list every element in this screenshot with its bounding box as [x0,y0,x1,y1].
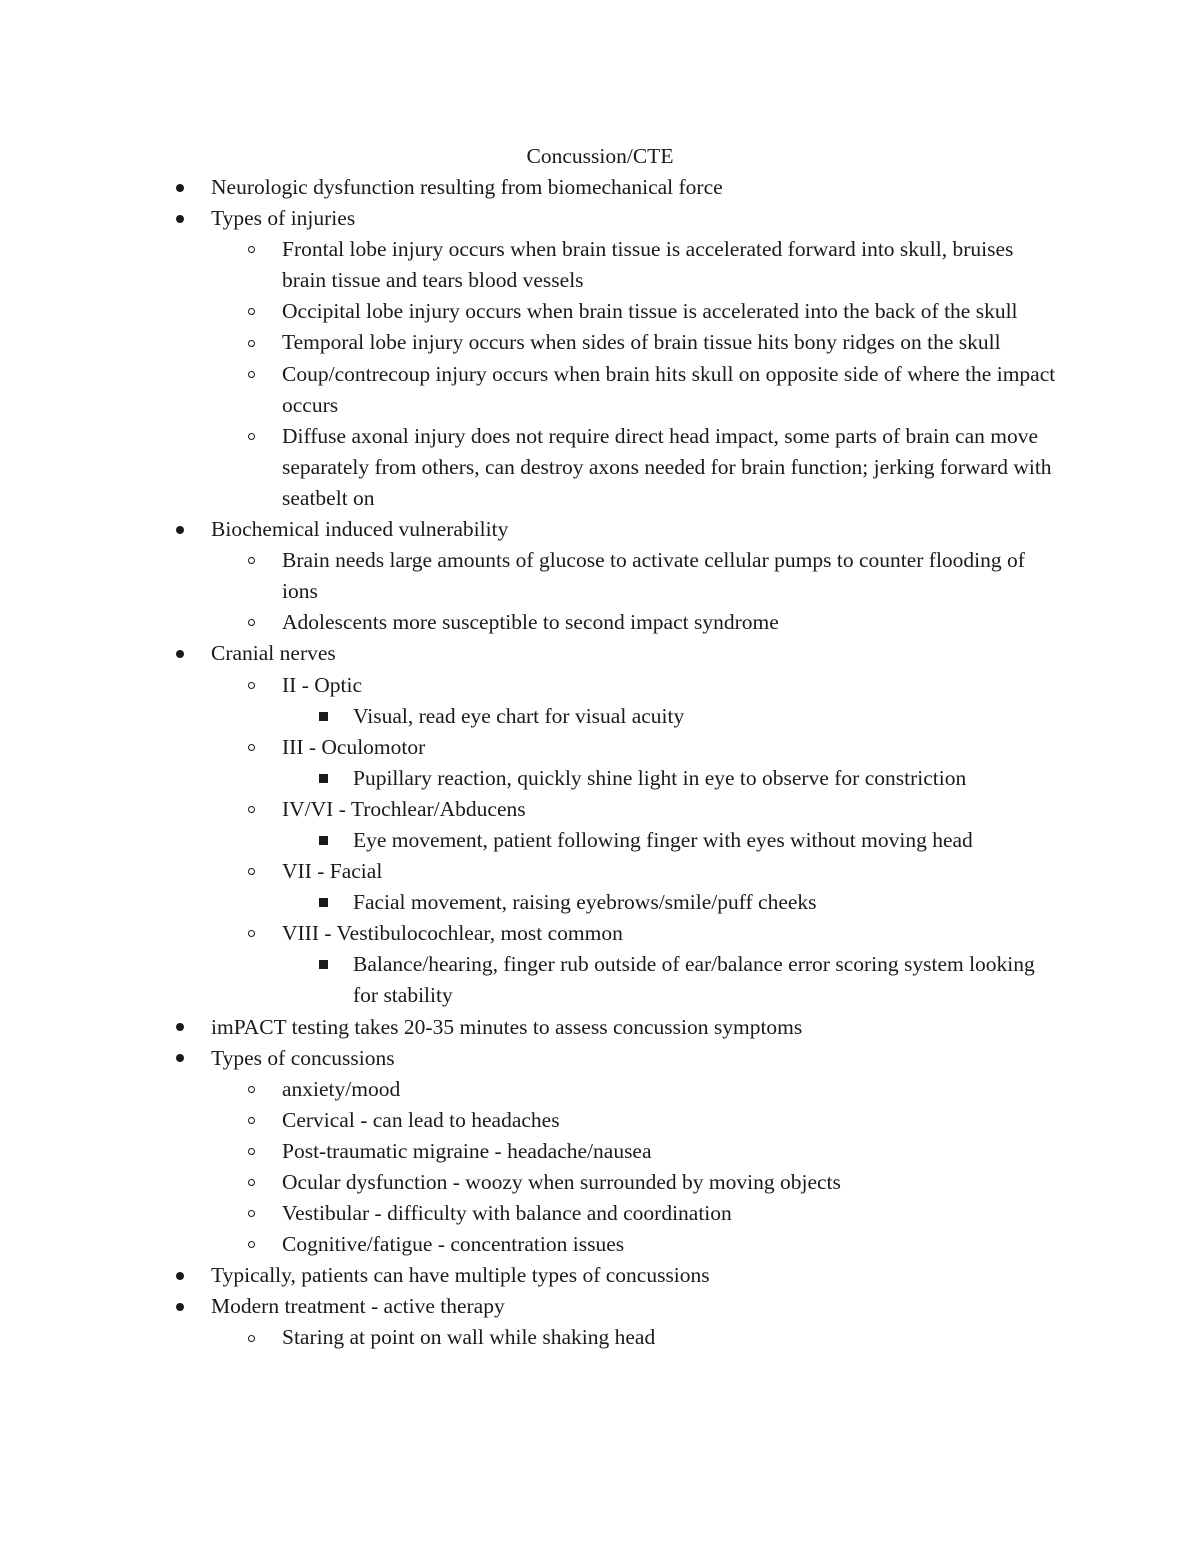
bullet-marker [176,1291,184,1322]
square-bullet-icon [319,712,328,721]
list-item-text: VIII - Vestibulocochlear, most common [282,921,623,946]
filled-circle-bullet-icon [176,215,184,223]
list-item-text: Types of injuries [211,206,356,231]
list-item-level-2 [0,856,1062,887]
list-item-text: VII - Facial [282,859,383,884]
bullet-marker [248,1074,255,1105]
filled-circle-bullet-icon [176,1303,184,1311]
square-bullet-icon [319,836,328,845]
list-item-text: IV/VI - Trochlear/Abducens [282,796,526,821]
list-item-text: Coup/contrecoup injury occurs when brain hits skull on opposite side of where the impact occurs [282,361,1056,417]
hollow-circle-bullet-icon [248,1086,255,1093]
list-item-text: Facial movement, raising eyebrows/smile/puff cheeks [353,890,817,915]
list-item-text: Cognitive/fatigue - concentration issues [282,1232,625,1257]
bullet-marker [248,918,255,949]
square-bullet-icon [319,960,328,969]
list-item-level-3 [0,825,1053,856]
list-item-level-3 [0,763,1053,794]
hollow-circle-bullet-icon [248,619,255,626]
list-item-text: Visual, read eye chart for visual acuity [353,703,685,728]
filled-circle-bullet-icon [176,1054,184,1062]
list-item-level-2 [0,1322,1062,1353]
list-item-text: Cranial nerves [211,641,336,666]
bullet-marker [176,514,184,545]
bullet-marker [319,949,328,980]
list-item-text: Occipital lobe injury occurs when brain tissue is accelerated into the back of the skull [282,299,1018,324]
list-item-level-2 [0,732,1062,763]
hollow-circle-bullet-icon [248,868,255,875]
list-item-level-2 [0,545,1062,607]
filled-circle-bullet-icon [176,1023,184,1031]
bullet-marker [176,1012,184,1043]
list-item-level-1 [0,1260,1071,1291]
list-item-text: Balance/hearing, finger rub outside of ear/balance error scoring system looking for stability [353,952,1035,1008]
hollow-circle-bullet-icon [248,744,255,751]
list-item-text: Frontal lobe injury occurs when brain tissue is accelerated forward into skull, bruises brain tissue and tears blood vessels [282,237,1014,293]
list-item-text: Types of concussions [211,1045,395,1070]
list-item-text: Diffuse axonal injury does not require direct head impact, some parts of brain can move separately from others, can destroy axons needed for brain function; jerking forward with seatbelt on [282,423,1052,510]
bullet-marker [248,327,255,358]
list-item-text: Adolescents more susceptible to second impact syndrome [282,610,779,635]
list-item-level-2 [0,1229,1062,1260]
list-item-level-2 [0,918,1062,949]
list-item-level-2 [0,234,1062,296]
square-bullet-icon [319,898,328,907]
list-item-level-2 [0,359,1062,421]
list-item-text: Vestibular - difficulty with balance and coordination [282,1201,732,1226]
list-item-level-1 [0,638,1071,669]
list-item-level-2 [0,670,1062,701]
bullet-marker [248,607,255,638]
hollow-circle-bullet-icon [248,1148,255,1155]
bullet-marker [319,701,328,732]
list-item-text: Modern treatment - active therapy [211,1294,505,1319]
list-item-level-2 [0,1167,1062,1198]
list-item-level-1 [0,172,1071,203]
bullet-marker [176,172,184,203]
list-item-text: Staring at point on wall while shaking head [282,1325,656,1350]
hollow-circle-bullet-icon [248,806,255,813]
list-item-text: Brain needs large amounts of glucose to activate cellular pumps to counter flooding of ions [282,548,1025,604]
hollow-circle-bullet-icon [248,682,255,689]
list-item-level-1 [0,203,1071,234]
list-item-level-1 [0,1012,1071,1043]
list-item-level-2 [0,607,1062,638]
outline-list [0,172,1200,1354]
list-item-text: anxiety/mood [282,1076,401,1101]
list-item-text: Post-traumatic migraine - headache/nausea [282,1138,652,1163]
list-item-text: Pupillary reaction, quickly shine light in eye to observe for constriction [353,765,967,790]
bullet-marker [176,1043,184,1074]
bullet-marker [248,1105,255,1136]
hollow-circle-bullet-icon [248,557,255,564]
hollow-circle-bullet-icon [248,246,255,253]
list-item-level-1 [0,514,1071,545]
square-bullet-icon [319,774,328,783]
list-item-level-2 [0,1136,1062,1167]
list-item-level-3 [0,949,1053,1011]
bullet-marker [248,296,255,327]
list-item-text: II - Optic [282,672,362,697]
list-item-text: Cervical - can lead to headaches [282,1107,560,1132]
list-item-level-2 [0,1105,1062,1136]
bullet-marker [248,359,255,390]
list-item-text: Eye movement, patient following finger with eyes without moving head [353,827,973,852]
bullet-marker [248,732,255,763]
bullet-marker [248,1229,255,1260]
filled-circle-bullet-icon [176,1272,184,1280]
bullet-marker [248,421,255,452]
filled-circle-bullet-icon [176,526,184,534]
hollow-circle-bullet-icon [248,1179,255,1186]
bullet-marker [176,1260,184,1291]
list-item-text: imPACT testing takes 20-35 minutes to assess concussion symptoms [211,1014,803,1039]
hollow-circle-bullet-icon [248,1210,255,1217]
hollow-circle-bullet-icon [248,1335,255,1342]
list-item-level-3 [0,887,1053,918]
bullet-marker [319,763,328,794]
list-item-text: Temporal lobe injury occurs when sides of brain tissue hits bony ridges on the skull [282,330,1001,355]
bullet-marker [319,825,328,856]
list-item-level-1 [0,1043,1071,1074]
list-item-level-2 [0,794,1062,825]
bullet-marker [248,234,255,265]
list-item-level-2 [0,327,1062,358]
hollow-circle-bullet-icon [248,1117,255,1124]
bullet-marker [248,794,255,825]
list-item-level-2 [0,421,1062,514]
bullet-marker [248,856,255,887]
bullet-marker [248,1198,255,1229]
list-item-level-2 [0,1198,1062,1229]
hollow-circle-bullet-icon [248,340,255,347]
list-item-level-3 [0,701,1053,732]
bullet-marker [176,638,184,669]
filled-circle-bullet-icon [176,184,184,192]
bullet-marker [176,203,184,234]
bullet-marker [319,887,328,918]
list-item-level-1 [0,1291,1071,1322]
filled-circle-bullet-icon [176,650,184,658]
list-item-text: Ocular dysfunction - woozy when surrounded by moving objects [282,1170,841,1194]
hollow-circle-bullet-icon [248,930,255,937]
list-item-text: Biochemical induced vulnerability [211,517,509,542]
hollow-circle-bullet-icon [248,308,255,315]
bullet-marker [248,1136,255,1167]
list-item-level-2 [0,296,1062,327]
hollow-circle-bullet-icon [248,371,255,378]
list-item-text: Typically, patients can have multiple types of concussions [211,1263,710,1288]
page-title: Concussion/CTE [526,144,674,168]
bullet-marker [248,1322,255,1353]
list-item-text: Neurologic dysfunction resulting from biomechanical force [211,175,723,199]
hollow-circle-bullet-icon [248,1241,255,1248]
bullet-marker [248,670,255,701]
list-item-level-2 [0,1074,1062,1105]
list-item-text: III - Oculomotor [282,734,426,759]
bullet-marker [248,545,255,576]
bullet-marker [248,1167,255,1198]
hollow-circle-bullet-icon [248,433,255,440]
